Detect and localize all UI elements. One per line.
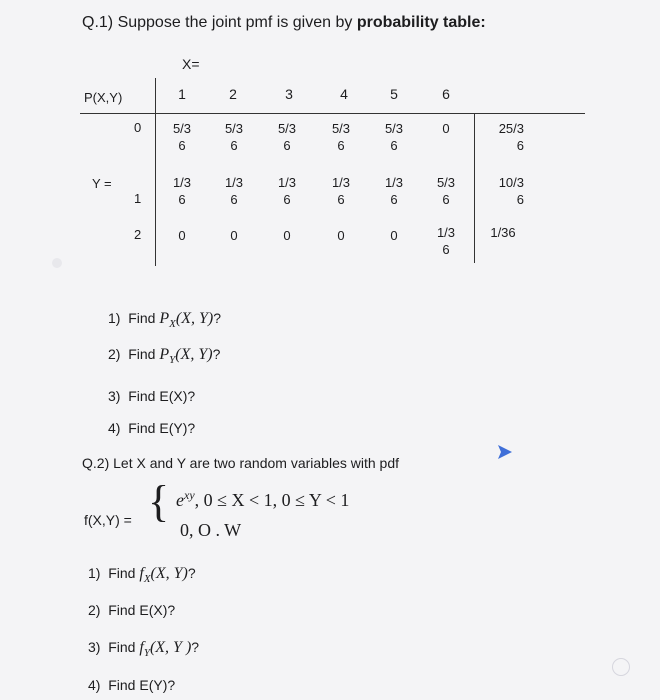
- q2-question-3: 3) Find $f_Y(X$, Y )?: [88, 639, 200, 660]
- table-cell: 0: [178, 228, 186, 243]
- x-value: 5: [390, 86, 398, 102]
- q2-question-2: 2) Find E(X)?: [88, 602, 176, 618]
- table-cell: 1/3 6: [277, 175, 297, 207]
- q2-title: Q.2) Let X and Y are two random variables with pdf: [82, 455, 399, 471]
- piecewise-brace: {: [148, 477, 170, 526]
- table-cell: 5/3 6: [384, 121, 404, 153]
- x-value: 6: [442, 86, 450, 102]
- table-cell: 1/3 6: [436, 225, 456, 257]
- corner-label: P(X,Y): [84, 90, 123, 105]
- q2-question-1: 1) Find $f_X(X$, Y)?: [88, 565, 196, 586]
- row-total: 25/3 6: [498, 121, 524, 153]
- table-cell: 1/3 6: [384, 175, 404, 207]
- paper-mark: [52, 258, 62, 268]
- x-value: 2: [229, 86, 237, 102]
- table-cell: 1/3 6: [172, 175, 192, 207]
- q1-question-4: 4) Find E(Y)?: [108, 420, 196, 436]
- pdf-case-2: 0, O . W: [180, 520, 242, 540]
- q1-title: [82, 14, 486, 32]
- pdf-case-1: $e^{xy}$, 0 ≤ X < 1, 0 ≤ Y < 1: [176, 488, 350, 510]
- table-cell: 5/3 6: [331, 121, 351, 153]
- q2-question-4: 4) Find E(Y)?: [88, 677, 176, 693]
- x-value: 4: [340, 86, 348, 102]
- q1-question-1: 1) Find $P_X(X$, Y)?: [108, 310, 221, 331]
- y-value: 0: [134, 120, 142, 135]
- q1-question-2: 2) Find $P_Y(X$, Y)?: [108, 346, 221, 367]
- table-cell: 1/3 6: [224, 175, 244, 207]
- x-value: 1: [178, 86, 186, 102]
- table-left-rule: [155, 78, 156, 266]
- row-total: 1/36: [490, 225, 516, 240]
- table-total-rule: [474, 113, 475, 263]
- q1-question-3: 3) Find E(X)?: [108, 388, 196, 404]
- x-value: 3: [285, 86, 293, 102]
- table-cell: 5/3 6: [172, 121, 192, 153]
- table-cell: 0: [390, 228, 398, 243]
- y-value: 1: [134, 191, 142, 206]
- table-cell: 5/3 6: [224, 121, 244, 153]
- y-value: 2: [134, 227, 142, 242]
- x-label: X=: [182, 56, 200, 72]
- table-cell: 0: [230, 228, 238, 243]
- table-cell: 1/3 6: [331, 175, 351, 207]
- table-cell: 0: [337, 228, 345, 243]
- q1-title-bold: probability table:: [356, 14, 486, 31]
- table-cell: 5/3 6: [436, 175, 456, 207]
- row-total: 10/3 6: [498, 175, 524, 207]
- paper-mark: [612, 658, 630, 676]
- q1-title-text: Q.1) Suppose the joint pmf is given by: [82, 14, 357, 31]
- table-cell: 5/3 6: [277, 121, 297, 153]
- fxy-label: f(X,Y) =: [84, 512, 132, 528]
- pointer-arrow-icon: [496, 443, 514, 461]
- table-cell: 0: [283, 228, 291, 243]
- table-cell: 0: [442, 121, 450, 136]
- y-label: Y =: [92, 176, 112, 191]
